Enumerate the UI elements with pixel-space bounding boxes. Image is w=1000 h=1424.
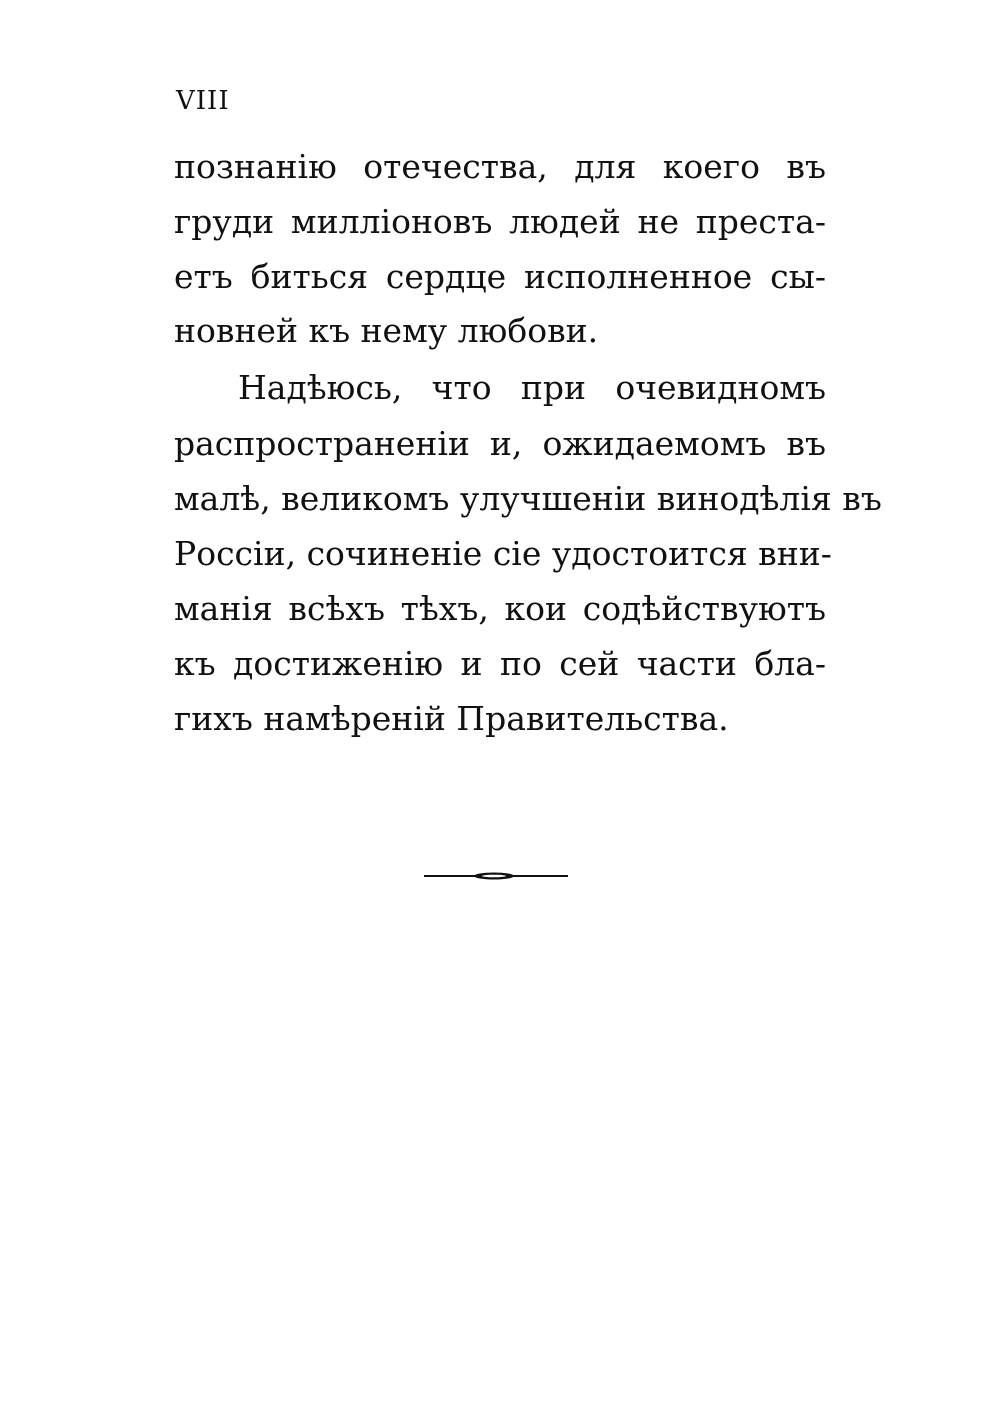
text-line: гихъ намѣреній Правительства. [174, 699, 729, 738]
text-line: Надѣюсь, что при очевидномъ [238, 368, 826, 407]
page-number: VIII [176, 86, 230, 116]
text-line: манія всѣхъ тѣхъ, кои содѣйствуютъ [174, 589, 826, 628]
text-line: груди милліоновъ людей не преста- [174, 202, 826, 241]
text-line: познанію отечества, для коего въ [174, 147, 826, 186]
text-line: малѣ, великомъ улучшеніи винодѣлія въ [174, 479, 882, 518]
text-line: къ достиженію и по сей части бла- [174, 644, 826, 683]
text-line: новней къ нему любови. [174, 311, 599, 350]
text-line: Россіи, сочиненіе сіе удостоится вни- [174, 534, 832, 573]
text-line: етъ биться сердце исполненное сы- [174, 257, 826, 296]
ornamental-divider [422, 868, 570, 884]
text-line: распространеніи и, ожидаемомъ въ [174, 424, 826, 463]
